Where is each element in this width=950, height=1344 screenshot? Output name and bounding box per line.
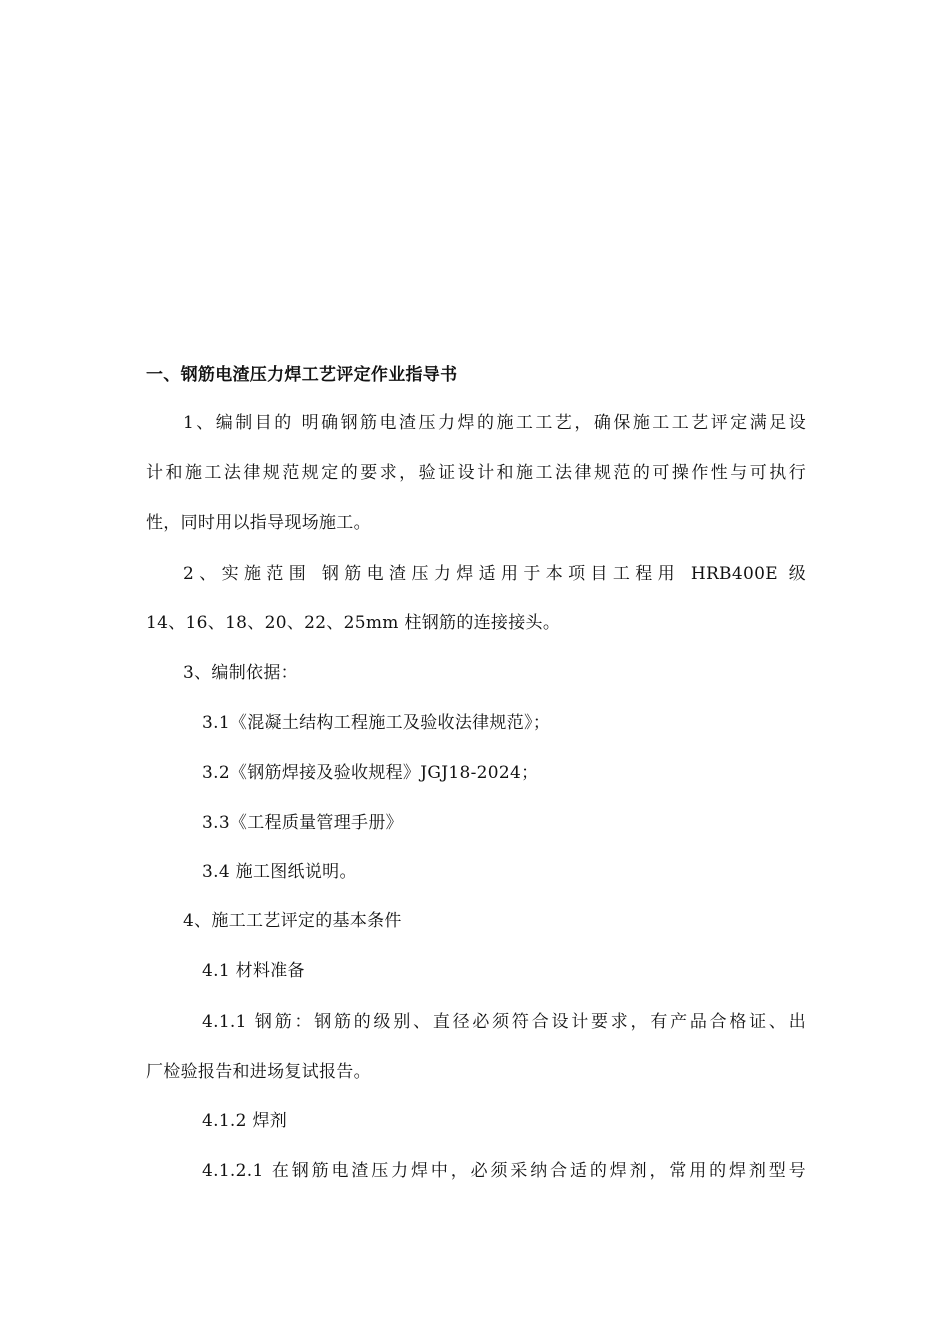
paragraph-scope-line-1: 2、实施范围 钢筋电渣压力焊适用于本项目工程用 HRB400E 级	[183, 564, 806, 584]
flux-requirement-line-1: 4.1.2.1 在钢筋电渣压力焊中，必须采纳合适的焊剂，常用的焊剂型号	[202, 1161, 806, 1181]
paragraph-purpose-line-2: 计和施工法律规范规定的要求，验证设计和施工法律规范的可操作性与可执行	[146, 463, 806, 483]
paragraph-purpose-line-3: 性，同时用以指导现场施工。	[146, 513, 371, 533]
basis-item-2: 3.2《钢筋焊接及验收规程》JGJ18-2024；	[202, 763, 539, 783]
basis-item-1: 3.1《混凝土结构工程施工及验收法律规范》；	[202, 713, 551, 733]
materials-subtitle: 4.1 材料准备	[202, 961, 305, 981]
basis-item-3: 3.3《工程质量管理手册》	[202, 813, 403, 833]
basis-title: 3、编制依据：	[183, 663, 298, 683]
paragraph-scope-line-2: 14、16、18、20、22、25mm 柱钢筋的连接接头。	[146, 613, 561, 633]
flux-subtitle: 4.1.2 焊剂	[202, 1111, 288, 1131]
rebar-requirement-line-2: 厂检验报告和进场复试报告。	[146, 1062, 371, 1082]
section-heading: 一、钢筋电渣压力焊工艺评定作业指导书	[146, 365, 458, 385]
basis-item-4: 3.4 施工图纸说明。	[202, 862, 357, 882]
rebar-requirement-line-1: 4.1.1 钢筋：钢筋的级别、直径必须符合设计要求，有产品合格证、出	[202, 1012, 806, 1032]
paragraph-purpose-line-1: 1、编制目的 明确钢筋电渣压力焊的施工工艺，确保施工工艺评定满足设	[183, 413, 806, 433]
conditions-title: 4、施工工艺评定的基本条件	[183, 911, 402, 931]
